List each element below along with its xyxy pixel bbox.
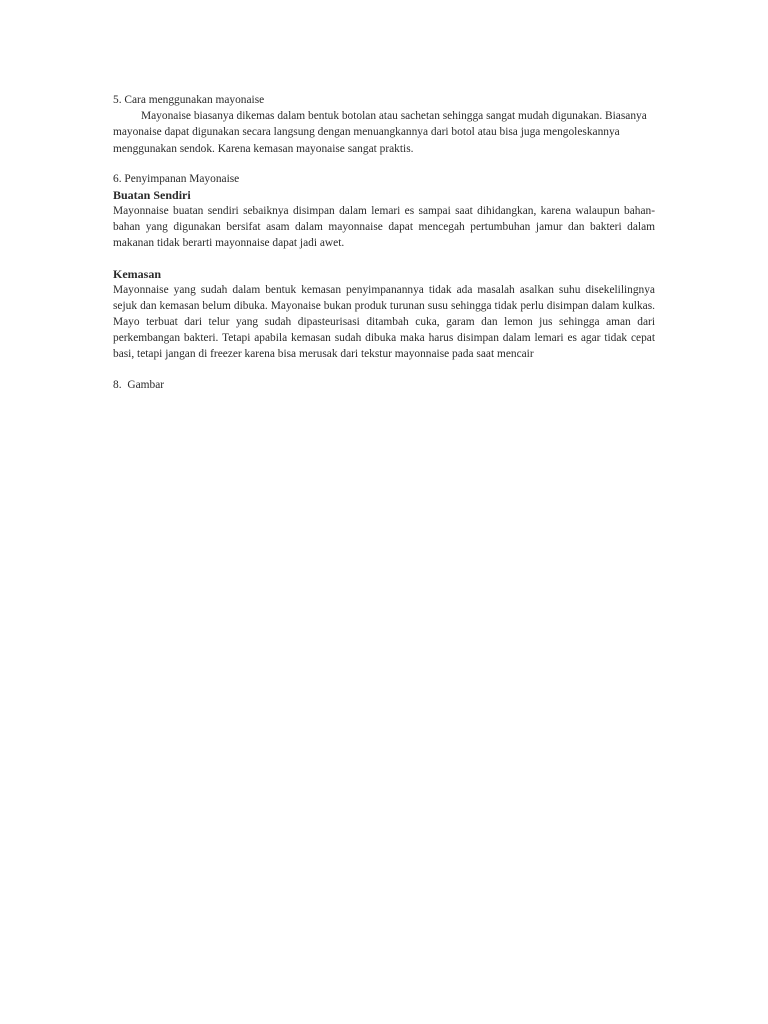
section-5-paragraph: Mayonaise biasanya dikemas dalam bentuk botolan atau sachetan sehingga sangat mudah digunakan. Biasanya mayonaise dapat digunakan secara langsung dengan menuangkannya dari botol atau bisa juga mengoleskannya menggunakan sendok. Karena kemasan mayonaise sangat praktis. [113, 110, 647, 155]
kemasan-title: Kemasan [113, 266, 161, 281]
kemasan-paragraph: Mayonnaise yang sudah dalam bentuk kemasan penyimpanannya tidak ada masalah asalkan suhu disekelilingnya sejuk dan kemasan belum dibuka. Mayonaise bukan produk turunan susu sehingga tidak perlu disimpan dalam kulkas. Mayo terbuat dari telur yang sudah dipasteurisasi ditambah cuka, garam dan lemon jus sehingga aman dari perkembangan bakteri. Tetapi apabila kemasan sudah dibuka maka harus disimpan dalam lemari es agar tidak cepat basi, tetapi jangan di freezer karena bisa merusak dari tekstur mayonnaise pada saat mencair [113, 283, 655, 361]
buatan-sendiri-title: Buatan Sendiri [113, 188, 191, 203]
spacer [113, 252, 655, 266]
buatan-sendiri-paragraph: Mayonnaise buatan sendiri sebaiknya disimpan dalam lemari es sampai saat dihidangkan, karena walaupun bahan-bahan yang digunakan bersifat asam dalam mayonnaise dapat mencegah pertumbuhan jamur dan bakteri dalam makanan tidak berarti mayonnaise dapat jadi awet. [113, 205, 655, 250]
section-6-heading: 6. Penyimpanan Mayonaise [113, 172, 240, 185]
section-5-heading: 5. Cara menggunakan mayonaise [113, 94, 265, 106]
spacer [113, 157, 655, 171]
spacer [113, 363, 655, 377]
section-8-heading: 8. Gambar [113, 378, 165, 391]
document-page [113, 92, 655, 393]
